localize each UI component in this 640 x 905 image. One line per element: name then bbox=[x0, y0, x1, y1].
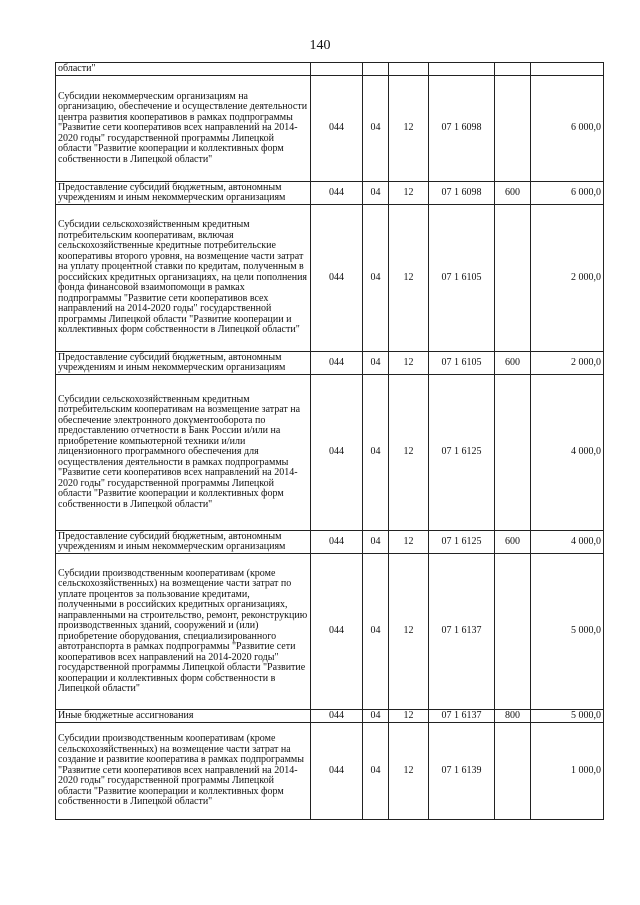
ministry-code-cell: 044 bbox=[311, 554, 363, 710]
expense-type-code-cell bbox=[495, 554, 531, 710]
target-article-code-cell: 07 1 6137 bbox=[429, 710, 495, 723]
table-row bbox=[56, 352, 604, 375]
subsection-code-cell bbox=[389, 63, 429, 76]
amount-cell: 4 000,0 bbox=[531, 375, 604, 531]
target-article-code-cell: 07 1 6137 bbox=[429, 554, 495, 710]
section-code-cell: 04 bbox=[363, 375, 389, 531]
section-code-cell bbox=[363, 63, 389, 76]
row-description-cell: Субсидии сельскохозяйственным кредитным потребительским кооперативам на возмещение затрат на обеспечение электронного документооборота по предоставлению отчетности в Банк России и/или на приобретение компьютерной техники и/или лицензионного программного обеспечения для осуществления деятельности в рамках подпрограммы "Развитие сети кооперативов всех направлений на 2014-2020 годы" государственной программы Липецкой области "Развитие кооперации и коллективных форм собственности в Липецкой области" bbox=[56, 375, 311, 531]
row-description-cell: Субсидии производственным кооперативам (кроме сельскохозяйственных) на возмещение части затрат на создание и развитие кооператива в рамках подпрограммы "Развитие сети кооперативов всех направлений на 2014-2020 годы" государственной программы Липецкой области "Развитие кооперации и коллективных форм собственности в Липецкой области" bbox=[56, 723, 311, 820]
subsection-code-cell: 12 bbox=[389, 710, 429, 723]
table-row bbox=[56, 76, 604, 182]
target-article-code-cell: 07 1 6105 bbox=[429, 205, 495, 352]
amount-cell: 4 000,0 bbox=[531, 531, 604, 554]
table-row bbox=[56, 554, 604, 710]
table-body bbox=[56, 63, 604, 820]
ministry-code-cell: 044 bbox=[311, 531, 363, 554]
section-code-cell: 04 bbox=[363, 554, 389, 710]
ministry-code-cell bbox=[311, 63, 363, 76]
table-row bbox=[56, 710, 604, 723]
section-code-cell: 04 bbox=[363, 76, 389, 182]
ministry-code-cell: 044 bbox=[311, 182, 363, 205]
section-code-cell: 04 bbox=[363, 723, 389, 820]
row-description-cell: Субсидии производственным кооперативам (кроме сельскохозяйственных) на возмещение части затрат по уплате процентов за пользование кредитами, полученными в российских кредитных организациях, направленными на строительство, ремонт, реконструкцию производственных зданий, сооружений и (или) приобретение оборудования, специализированного автотранспорта в рамках подпрограммы "Развитие сети кооперативов всех направлений на 2014-2020 годы" государственной программы Липецкой области "Развитие кооперации и коллективных форм собственности в Липецкой области" bbox=[56, 554, 311, 710]
row-description-cell: Иные бюджетные ассигнования bbox=[56, 710, 311, 723]
table-row bbox=[56, 182, 604, 205]
ministry-code-cell: 044 bbox=[311, 205, 363, 352]
row-description-cell: Предоставление субсидий бюджетным, автономным учреждениям и иным некоммерческим организациям bbox=[56, 531, 311, 554]
amount-cell bbox=[531, 63, 604, 76]
ministry-code-cell: 044 bbox=[311, 710, 363, 723]
expense-type-code-cell bbox=[495, 63, 531, 76]
target-article-code-cell: 07 1 6098 bbox=[429, 76, 495, 182]
expense-type-code-cell bbox=[495, 375, 531, 531]
subsection-code-cell: 12 bbox=[389, 554, 429, 710]
section-code-cell: 04 bbox=[363, 205, 389, 352]
amount-cell: 2 000,0 bbox=[531, 352, 604, 375]
table-row bbox=[56, 205, 604, 352]
amount-cell: 6 000,0 bbox=[531, 182, 604, 205]
page-number: 140 bbox=[309, 38, 331, 53]
section-code-cell: 04 bbox=[363, 352, 389, 375]
table-row bbox=[56, 375, 604, 531]
row-description-cell: области" bbox=[56, 63, 311, 76]
amount-cell: 6 000,0 bbox=[531, 76, 604, 182]
expense-type-code-cell: 800 bbox=[495, 710, 531, 723]
target-article-code-cell: 07 1 6105 bbox=[429, 352, 495, 375]
target-article-code-cell: 07 1 6098 bbox=[429, 182, 495, 205]
subsection-code-cell: 12 bbox=[389, 531, 429, 554]
table-row bbox=[56, 723, 604, 820]
ministry-code-cell: 044 bbox=[311, 723, 363, 820]
table-row bbox=[56, 63, 604, 76]
expense-type-code-cell bbox=[495, 723, 531, 820]
budget-table bbox=[55, 62, 604, 820]
table-row bbox=[56, 531, 604, 554]
subsection-code-cell: 12 bbox=[389, 723, 429, 820]
target-article-code-cell: 07 1 6139 bbox=[429, 723, 495, 820]
ministry-code-cell: 044 bbox=[311, 352, 363, 375]
amount-cell: 1 000,0 bbox=[531, 723, 604, 820]
target-article-code-cell: 07 1 6125 bbox=[429, 531, 495, 554]
ministry-code-cell: 044 bbox=[311, 375, 363, 531]
target-article-code-cell bbox=[429, 63, 495, 76]
row-description-cell: Субсидии некоммерческим организациям на организацию, обеспечение и осуществление деятельности центра развития кооперативов в рамках подпрограммы "Развитие сети кооперативов всех направлений на 2014-2020 годы" государственной программы Липецкой области "Развитие кооперации и коллективных форм собственности в Липецкой области" bbox=[56, 76, 311, 182]
target-article-code-cell: 07 1 6125 bbox=[429, 375, 495, 531]
ministry-code-cell: 044 bbox=[311, 76, 363, 182]
expense-type-code-cell: 600 bbox=[495, 531, 531, 554]
subsection-code-cell: 12 bbox=[389, 182, 429, 205]
expense-type-code-cell bbox=[495, 76, 531, 182]
expense-type-code-cell: 600 bbox=[495, 182, 531, 205]
amount-cell: 2 000,0 bbox=[531, 205, 604, 352]
subsection-code-cell: 12 bbox=[389, 352, 429, 375]
expense-type-code-cell bbox=[495, 205, 531, 352]
expense-type-code-cell: 600 bbox=[495, 352, 531, 375]
row-description-cell: Предоставление субсидий бюджетным, автономным учреждениям и иным некоммерческим организациям bbox=[56, 352, 311, 375]
section-code-cell: 04 bbox=[363, 531, 389, 554]
amount-cell: 5 000,0 bbox=[531, 710, 604, 723]
amount-cell: 5 000,0 bbox=[531, 554, 604, 710]
section-code-cell: 04 bbox=[363, 710, 389, 723]
subsection-code-cell: 12 bbox=[389, 375, 429, 531]
subsection-code-cell: 12 bbox=[389, 205, 429, 352]
row-description-cell: Предоставление субсидий бюджетным, автономным учреждениям и иным некоммерческим организациям bbox=[56, 182, 311, 205]
subsection-code-cell: 12 bbox=[389, 76, 429, 182]
section-code-cell: 04 bbox=[363, 182, 389, 205]
row-description-cell: Субсидии сельскохозяйственным кредитным потребительским кооперативам, включая сельскохозяйственные кредитные потребительские кооперативы второго уровня, на возмещение части затрат на уплату процентной ставки по кредитам, полученным в российских кредитных организациях, на цели пополнения фонда финансовой взаимопомощи в рамках подпрограммы "Развитие сети кооперативов всех направлений на 2014-2020 годы" государственной программы Липецкой области "Развитие кооперации и коллективных форм собственности в Липецкой области" bbox=[56, 205, 311, 352]
